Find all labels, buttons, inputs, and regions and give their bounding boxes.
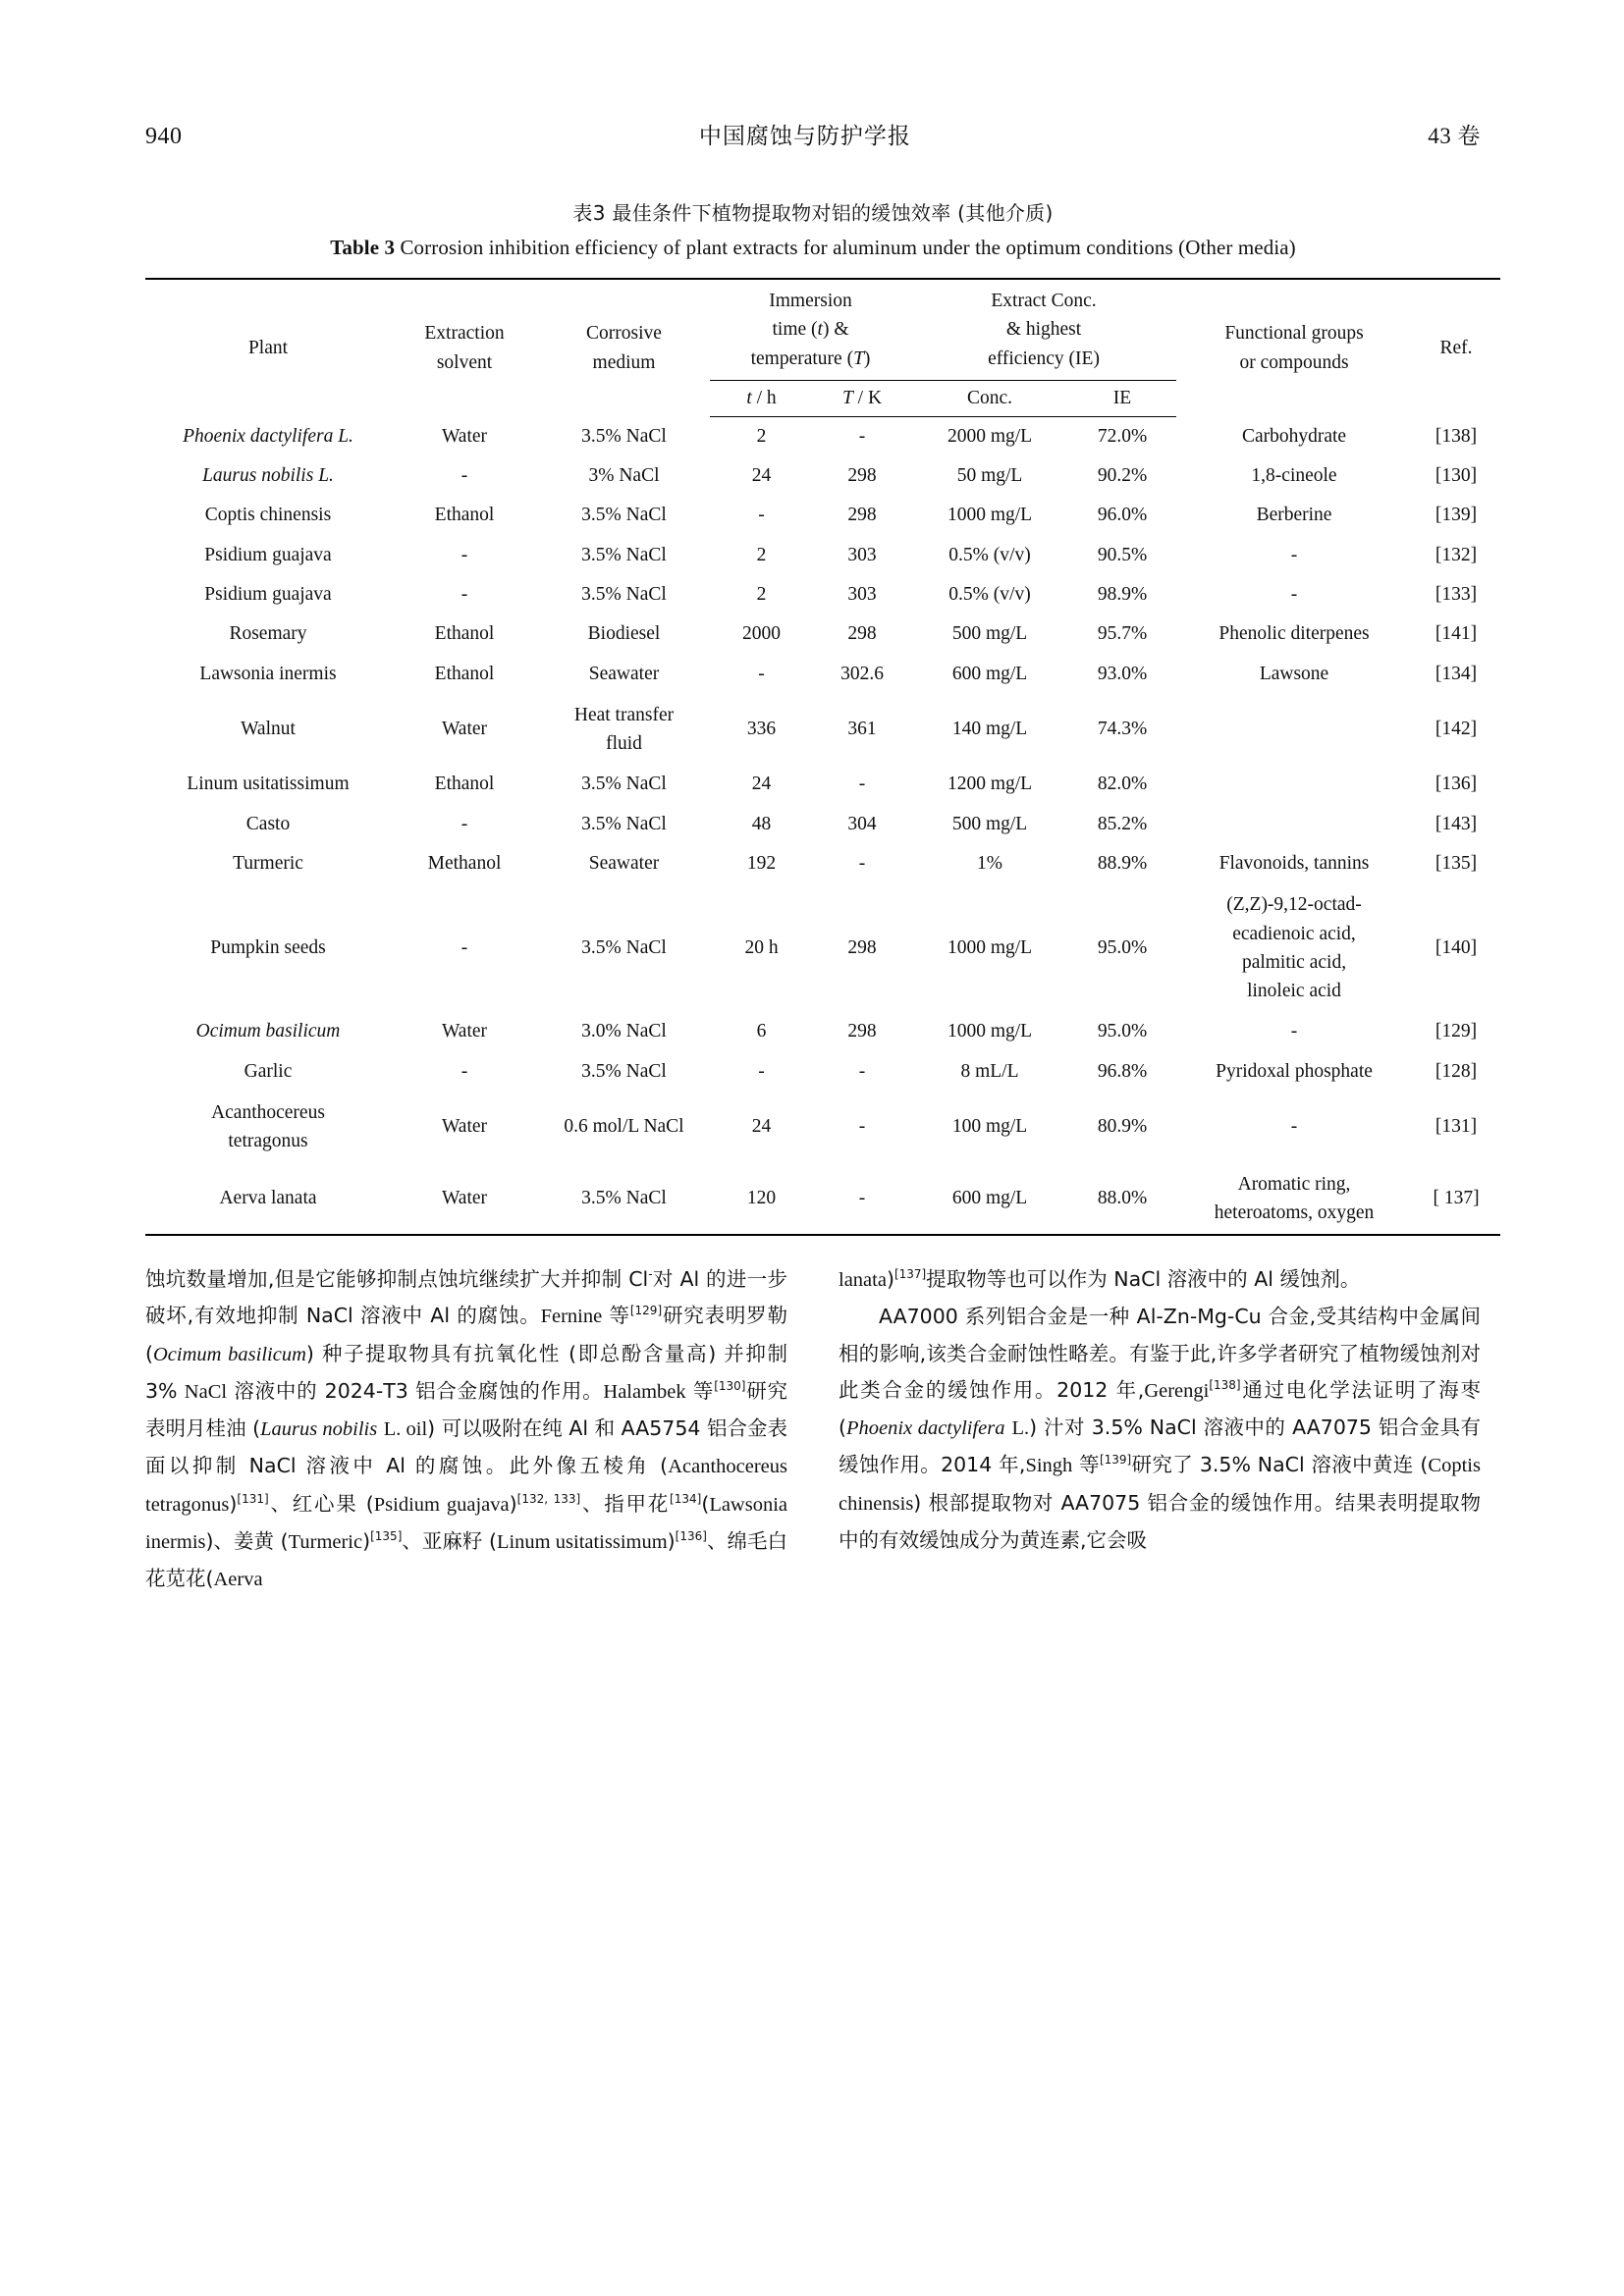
cell-plant: Coptis chinensis: [204, 505, 332, 526]
header-extract-line3: efficiency (IE): [988, 347, 1100, 369]
body-column-left: [145, 1261, 787, 1599]
cell-time: 20 h: [744, 936, 779, 958]
cell-extraction-solvent: Ethanol: [434, 505, 495, 526]
body-text: [145, 1261, 1481, 1599]
cell-ref: [140]: [1435, 936, 1478, 958]
cell-extraction-solvent: Water: [441, 1116, 488, 1138]
cell-temperature: 298: [847, 623, 877, 645]
cell-functional-groups: Berberine: [1256, 505, 1332, 526]
cell-time: 2000: [742, 623, 781, 645]
cell-ref: [142]: [1435, 719, 1478, 740]
cell-ref: [138]: [1435, 425, 1478, 447]
header-plant: Plant: [145, 279, 391, 416]
cell-time: 6: [756, 1021, 767, 1042]
cell-concentration: 500 mg/L: [951, 813, 1028, 834]
cell-extraction-solvent: Ethanol: [434, 623, 495, 645]
table-row: [145, 614, 1500, 654]
cell-corrosive-medium: 3.5% NaCl: [581, 505, 667, 526]
cell-temperature: 303: [847, 544, 877, 565]
header-functional-groups: [1176, 279, 1412, 416]
header-extract-line2: & highest: [1005, 319, 1082, 341]
header-immersion-line2: time (t) &: [772, 319, 849, 341]
cell-extraction-solvent: -: [460, 813, 468, 834]
header-extraction-solvent-line2: solvent: [436, 351, 493, 373]
cell-extraction-solvent: -: [460, 465, 468, 487]
cell-plant: Acanthocereus tetragonus: [211, 1102, 325, 1152]
paragraph-right-1: lanata)[137]提取物等也可以作为 NaCl 溶液中的 Al 缓蚀剂。: [839, 1267, 1361, 1291]
header-time: t / h: [710, 380, 813, 416]
cell-functional-groups: [1176, 694, 1412, 766]
header-functional-line2: or compounds: [1239, 351, 1349, 373]
cell-concentration: 50 mg/L: [956, 465, 1023, 487]
cell-extraction-solvent: Methanol: [427, 853, 502, 875]
cell-extraction-solvent: Water: [391, 1163, 538, 1236]
cell-ie: 93.0%: [1097, 663, 1148, 684]
cell-corrosive-medium: 3.5% NaCl: [581, 584, 667, 605]
cell-concentration: 8 mL/L: [960, 1060, 1019, 1082]
cell-functional-groups: Aromatic ring, heteroatoms, oxygen: [1176, 1163, 1412, 1236]
cell-time: 192: [746, 853, 777, 875]
header-ref: Ref.: [1412, 279, 1500, 416]
cell-plant: Lawsonia inermis: [199, 663, 337, 684]
table-caption-english-text: Corrosion inhibition efficiency of plant extracts for aluminum under the optimum conditions (Other media): [400, 236, 1296, 259]
cell-temperature: -: [858, 1116, 866, 1138]
cell-extraction-solvent: Ethanol: [434, 774, 495, 795]
cell-functional-groups: Flavonoids, tannins: [1218, 853, 1370, 875]
header-temperature: T / K: [813, 380, 911, 416]
paragraph-left-1: 蚀坑数量增加,但是它能够抑制点蚀坑继续扩大并抑制 Cl-对 Al 的进一步破坏,有效地抑制 NaCl 溶液中 Al 的腐蚀。Fernine 等[129]研究表明罗勒 (Ocimum basilicum) 种子提取物具有抗氧化性 (即总酚含量高) 并抑制 3% NaCl 溶液中的 2024-T3 铝合金腐蚀的作用。Halambek 等[130]研究表明月桂油 (Laurus nobilis L. oil) 可以吸附在纯 Al 和 AA5754 铝合金表面以抑制 NaCl 溶液中 Al 的腐蚀。此外像五棱角 (Acanthocereus tetragonus)[131]、红心果 (Psidium guajava)[132, 133]、指甲花[134](Lawsonia inermis)、姜黄 (Turmeric)[135]、亚麻籽 (Linum usitatissimum)[136]、绵毛白花苋花(Aerva: [145, 1267, 788, 1591]
cell-temperature: 302.6: [840, 663, 884, 684]
page-content: [145, 118, 1481, 1599]
header-immersion-line3: temperature (T): [750, 347, 871, 369]
table-row: [145, 765, 1500, 804]
table-caption-chinese: 表3 最佳条件下植物提取物对铝的缓蚀效率 (其他介质): [572, 201, 1054, 225]
cell-temperature: 361: [847, 719, 877, 740]
body-column-right: [839, 1261, 1481, 1599]
cell-temperature: 303: [847, 584, 877, 605]
cell-extraction-solvent: -: [460, 584, 468, 605]
cell-plant: Psidium guajava: [204, 544, 332, 565]
cell-time: -: [758, 505, 765, 526]
cell-concentration: 1%: [977, 853, 1002, 875]
cell-extraction-solvent: Water: [441, 1021, 488, 1042]
cell-ref: [139]: [1435, 505, 1478, 526]
cell-plant: Garlic: [244, 1060, 293, 1082]
cell-ref: [134]: [1435, 663, 1478, 684]
cell-corrosive-medium: 0.6 mol/L NaCl: [564, 1116, 684, 1138]
cell-concentration: 0.5% (v/v): [948, 584, 1031, 605]
cell-ref: [ 137]: [1412, 1163, 1500, 1236]
table-row: [145, 655, 1500, 694]
cell-time: 24: [751, 774, 772, 795]
cell-ref: [143]: [1435, 813, 1478, 834]
cell-plant: Walnut: [241, 719, 296, 740]
cell-time: 2: [756, 425, 767, 447]
cell-ref: [133]: [1435, 584, 1478, 605]
cell-temperature: -: [858, 425, 866, 447]
cell-concentration: 1000 mg/L: [947, 505, 1033, 526]
table-row: [145, 844, 1500, 883]
cell-ie: 90.5%: [1097, 544, 1148, 565]
cell-temperature: 298: [847, 1021, 877, 1042]
cell-concentration: 600 mg/L: [951, 663, 1028, 684]
header-corrosive-medium-line1: Corrosive: [586, 323, 662, 345]
table-header: [145, 279, 1500, 416]
cell-time: -: [758, 1060, 765, 1082]
cell-functional-groups: Lawsone: [1259, 663, 1329, 684]
cell-functional-groups: -: [1290, 584, 1298, 605]
cell-time: -: [758, 663, 765, 684]
header-conc: Conc.: [911, 380, 1068, 416]
cell-plant: Linum usitatissimum: [187, 774, 350, 795]
header-ie: IE: [1068, 380, 1176, 416]
cell-functional-groups: 1,8-cineole: [1251, 465, 1337, 487]
cell-time: 2: [756, 544, 767, 565]
cell-ie: 98.9%: [1097, 584, 1148, 605]
cell-temperature: -: [813, 1163, 911, 1236]
cell-time: 2: [756, 584, 767, 605]
cell-time: 48: [751, 813, 772, 834]
journal-name: 中国腐蚀与防护学报: [698, 124, 911, 149]
cell-corrosive-medium: 3% NaCl: [588, 465, 660, 487]
cell-concentration: 100 mg/L: [951, 1116, 1028, 1138]
cell-ie: 88.0%: [1068, 1163, 1176, 1236]
cell-concentration: 1200 mg/L: [947, 774, 1033, 795]
table-row: [145, 536, 1500, 575]
header-extraction-solvent-line1: Extraction: [424, 323, 505, 345]
cell-functional-groups: -: [1290, 1116, 1298, 1138]
cell-corrosive-medium: Heat transfer fluid: [573, 704, 675, 755]
cell-time: 24: [751, 465, 772, 487]
volume-label: 43 卷: [1428, 124, 1481, 148]
table-caption-english: [145, 236, 1481, 260]
cell-extraction-solvent: Water: [441, 719, 488, 740]
cell-ref: [141]: [1435, 623, 1478, 645]
header-immersion-line1: Immersion: [769, 291, 852, 311]
cell-corrosive-medium: 3.5% NaCl: [581, 936, 667, 958]
table-row: [145, 1052, 1500, 1092]
running-head: [145, 118, 1481, 150]
cell-concentration: 500 mg/L: [951, 623, 1028, 645]
cell-concentration: 2000 mg/L: [947, 425, 1033, 447]
cell-temperature: -: [858, 853, 866, 875]
cell-corrosive-medium: 3.5% NaCl: [581, 425, 667, 447]
cell-ie: 90.2%: [1097, 465, 1148, 487]
cell-concentration: 600 mg/L: [911, 1163, 1068, 1236]
cell-ref: [132]: [1435, 544, 1478, 565]
cell-plant: Phoenix dactylifera L.: [183, 425, 353, 447]
table-row: [145, 694, 1500, 766]
cell-corrosive-medium: 3.5% NaCl: [581, 774, 667, 795]
header-corrosive-medium-line2: medium: [592, 351, 656, 373]
cell-ie: 96.0%: [1097, 505, 1148, 526]
cell-ie: 95.7%: [1097, 623, 1148, 645]
paragraph-right-2: AA7000 系列铝合金是一种 Al-Zn-Mg-Cu 合金,受其结构中金属间相的影响,该类合金耐蚀性略差。有鉴于此,许多学者研究了植物缓蚀剂对此类合金的缓蚀作用。2012 年,Gerengi[138]通过电化学法证明了海枣 (Phoenix dactylifera L.) 汁对 3.5% NaCl 溶液中的 AA7075 铝合金具有缓蚀作用。2014 年,Singh 等[139]研究了 3.5% NaCl 溶液中黄连 (Coptis chinensis) 根部提取物对 AA7075 铝合金的缓蚀作用。结果表明提取物中的有效缓蚀成分为黄连素,它会吸: [839, 1305, 1482, 1553]
cell-ie: 95.0%: [1097, 1021, 1148, 1042]
cell-ie: 74.3%: [1097, 719, 1148, 740]
cell-corrosive-medium: 3.5% NaCl: [538, 1163, 710, 1236]
cell-functional-groups: (Z,Z)-9,12-octad- ecadienoic acid, palmitic acid, linoleic acid: [1226, 894, 1362, 1002]
table-row: [145, 416, 1500, 456]
cell-temperature: 304: [847, 813, 877, 834]
cell-plant: Laurus nobilis L.: [202, 465, 334, 487]
cell-corrosive-medium: Seawater: [588, 663, 660, 684]
cell-plant: Pumpkin seeds: [210, 936, 326, 958]
cell-plant: Ocimum basilicum: [195, 1021, 341, 1042]
cell-concentration: 1000 mg/L: [947, 1021, 1033, 1042]
cell-plant: Aerva lanata: [145, 1163, 391, 1236]
cell-functional-groups: Pyridoxal phosphate: [1216, 1060, 1373, 1082]
cell-ref: [128]: [1435, 1060, 1478, 1082]
cell-plant: Casto: [245, 813, 291, 834]
table-row: [145, 1012, 1500, 1051]
header-extract-line1: Extract Conc.: [991, 291, 1097, 311]
cell-extraction-solvent: Water: [441, 425, 488, 447]
header-immersion: [710, 279, 911, 380]
cell-ref: [135]: [1435, 853, 1478, 875]
cell-ie: 88.9%: [1097, 853, 1148, 875]
cell-corrosive-medium: Seawater: [588, 853, 660, 875]
table-row: [145, 456, 1500, 496]
cell-corrosive-medium: 3.5% NaCl: [581, 813, 667, 834]
table-row: [145, 575, 1500, 614]
cell-plant: Psidium guajava: [204, 584, 332, 605]
corrosion-inhibition-table: [145, 278, 1500, 1236]
cell-temperature: 298: [847, 465, 877, 487]
table-row: [145, 1163, 1500, 1236]
cell-functional-groups: [1176, 805, 1412, 844]
cell-ie: 72.0%: [1097, 425, 1148, 447]
cell-time: 336: [746, 719, 777, 740]
cell-temperature: 298: [847, 936, 877, 958]
cell-plant: Turmeric: [233, 853, 303, 875]
cell-functional-groups: Carbohydrate: [1241, 425, 1347, 447]
cell-corrosive-medium: 3.0% NaCl: [581, 1021, 667, 1042]
cell-temperature: -: [858, 774, 866, 795]
header-corrosive-medium: [538, 279, 710, 416]
header-extraction-solvent: [391, 279, 538, 416]
cell-ref: [136]: [1435, 774, 1478, 795]
cell-functional-groups: -: [1290, 544, 1298, 565]
cell-temperature: 298: [847, 505, 877, 526]
cell-ie: 96.8%: [1097, 1060, 1148, 1082]
cell-time: 120: [710, 1163, 813, 1236]
cell-functional-groups: -: [1290, 1021, 1298, 1042]
cell-time: 24: [751, 1116, 772, 1138]
cell-functional-groups: Phenolic diterpenes: [1218, 623, 1370, 645]
table-caption-label: Table 3: [330, 236, 396, 259]
header-functional-line1: Functional groups: [1224, 323, 1364, 345]
cell-ie: 80.9%: [1097, 1116, 1148, 1138]
cell-ref: [130]: [1435, 465, 1478, 487]
cell-ie: 82.0%: [1097, 774, 1148, 795]
cell-concentration: 0.5% (v/v): [948, 544, 1031, 565]
table-row: [145, 805, 1500, 844]
table-row: [145, 496, 1500, 535]
cell-ref: [131]: [1435, 1116, 1478, 1138]
cell-functional-groups: [1176, 765, 1412, 804]
cell-concentration: 1000 mg/L: [947, 936, 1033, 958]
table-body: [145, 416, 1500, 1235]
cell-corrosive-medium: 3.5% NaCl: [581, 1060, 667, 1082]
cell-extraction-solvent: Ethanol: [434, 663, 495, 684]
table-row: [145, 1092, 1500, 1163]
table-row: [145, 883, 1500, 1012]
cell-ref: [129]: [1435, 1021, 1478, 1042]
cell-concentration: 140 mg/L: [951, 719, 1028, 740]
cell-extraction-solvent: -: [460, 1060, 468, 1082]
cell-corrosive-medium: 3.5% NaCl: [581, 544, 667, 565]
cell-temperature: -: [858, 1060, 866, 1082]
cell-extraction-solvent: -: [460, 544, 468, 565]
cell-ie: 85.2%: [1097, 813, 1148, 834]
cell-plant: Rosemary: [229, 623, 307, 645]
cell-corrosive-medium: Biodiesel: [587, 623, 661, 645]
page-number: 940: [145, 124, 183, 149]
table-header-row-main: [145, 279, 1500, 380]
cell-extraction-solvent: -: [460, 936, 468, 958]
cell-ie: 95.0%: [1097, 936, 1148, 958]
header-extract-conc: [911, 279, 1176, 380]
